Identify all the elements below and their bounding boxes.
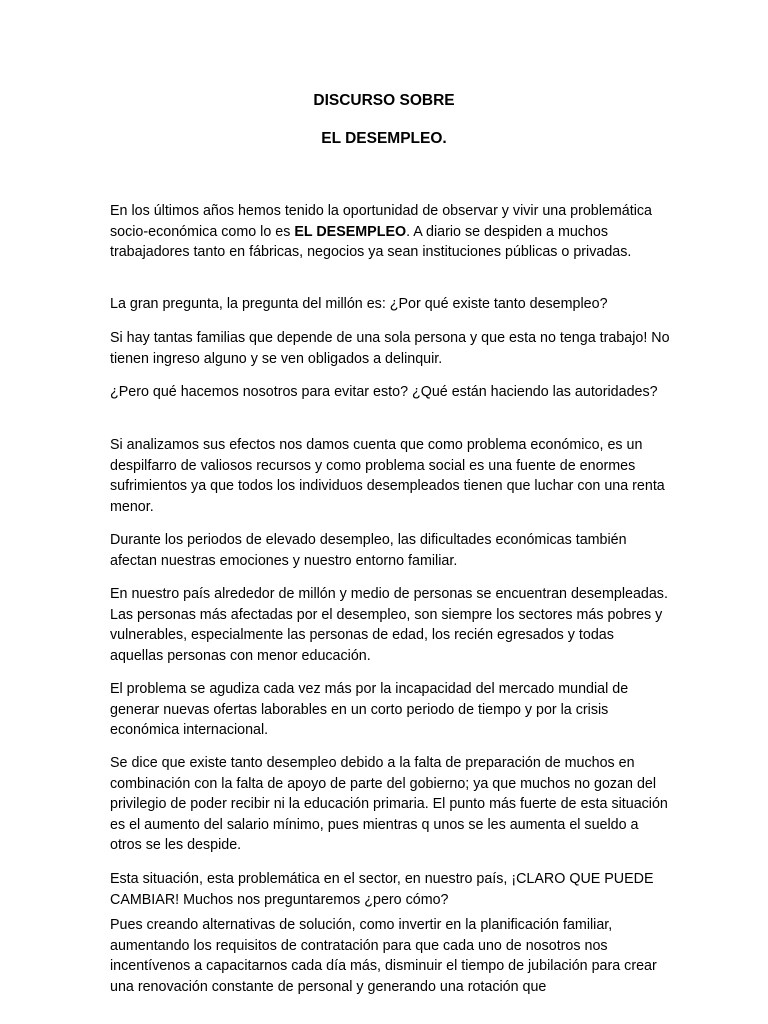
- paragraph-11: Pues creando alternativas de solución, como invertir en la planificación familiar, aumentando los requisitos de contratación para que cada uno de nosotros nos incentívenos a capacitarnos cada día más, disminuir el tiempo de jubilación para crear una renovación constante de personal y generando una rotación que: [110, 917, 657, 995]
- paragraph-8: El problema se agudiza cada vez más por la incapacidad del mercado mundial de generar nuevas ofertas laborables en un corto periodo de tiempo y por la crisis económica internacional.: [110, 681, 629, 738]
- paragraph-4: ¿Pero qué hacemos nosotros para evitar esto? ¿Qué están haciendo las autoridades?: [110, 384, 658, 400]
- paragraph-7: En nuestro país alrededor de millón y medio de personas se encuentran desempleadas. Las personas más afectadas por el desempleo, son siempre los sectores más pobres y vulnerables, especialmente las personas de edad, los recién egresados y todas aquellas personas con menor educación.: [110, 586, 668, 664]
- paragraph-9: Se dice que existe tanto desempleo debido a la falta de preparación de muchos en combinación con la falta de apoyo de parte del gobierno; ya que muchos no gozan del privilegio de poder recibir ni la educación primaria. El punto más fuerte de esta situación es el aumento del salario mínimo, pues mientras q unos se les aumenta el sueldo a otros se les despide.: [110, 755, 668, 853]
- paragraph-2: La gran pregunta, la pregunta del millón es: ¿Por qué existe tanto desempleo?: [110, 296, 608, 312]
- paragraph-1-text-start: En los últimos años hemos tenido la oportunidad de observar y vivir una problemática socio-económica como lo es: [110, 203, 652, 240]
- paragraph-1-bold-term: EL DESEMPLEO: [294, 223, 407, 240]
- paragraph-1: [110, 201, 670, 263]
- paragraph-5: Si analizamos sus efectos nos damos cuenta que como problema económico, es un despilfarro de valiosos recursos y como problema social es una fuente de enormes sufrimientos ya que todos los individuos desempleados tienen que luchar con una renta menor.: [110, 437, 665, 515]
- paragraph-1-text-end: . A diario se despiden a muchos trabajadores tanto en fábricas, negocios ya sean instituciones públicas o privadas.: [110, 223, 632, 260]
- paragraph-10: Esta situación, esta problemática en el sector, en nuestro país, ¡CLARO QUE PUEDE CAMBIAR! Muchos nos preguntaremos ¿pero cómo?: [110, 871, 654, 908]
- paragraph-6: Durante los periodos de elevado desempleo, las dificultades económicas también afectan nuestras emociones y nuestro entorno familiar.: [110, 532, 627, 569]
- document-title-line-2: EL DESEMPLEO.: [321, 130, 447, 147]
- document-title-line-1: DISCURSO SOBRE: [313, 92, 455, 109]
- paragraph-3: Si hay tantas familias que depende de una sola persona y que esta no tenga trabajo! No tienen ingreso alguno y se ven obligados a delinquir.: [110, 330, 670, 367]
